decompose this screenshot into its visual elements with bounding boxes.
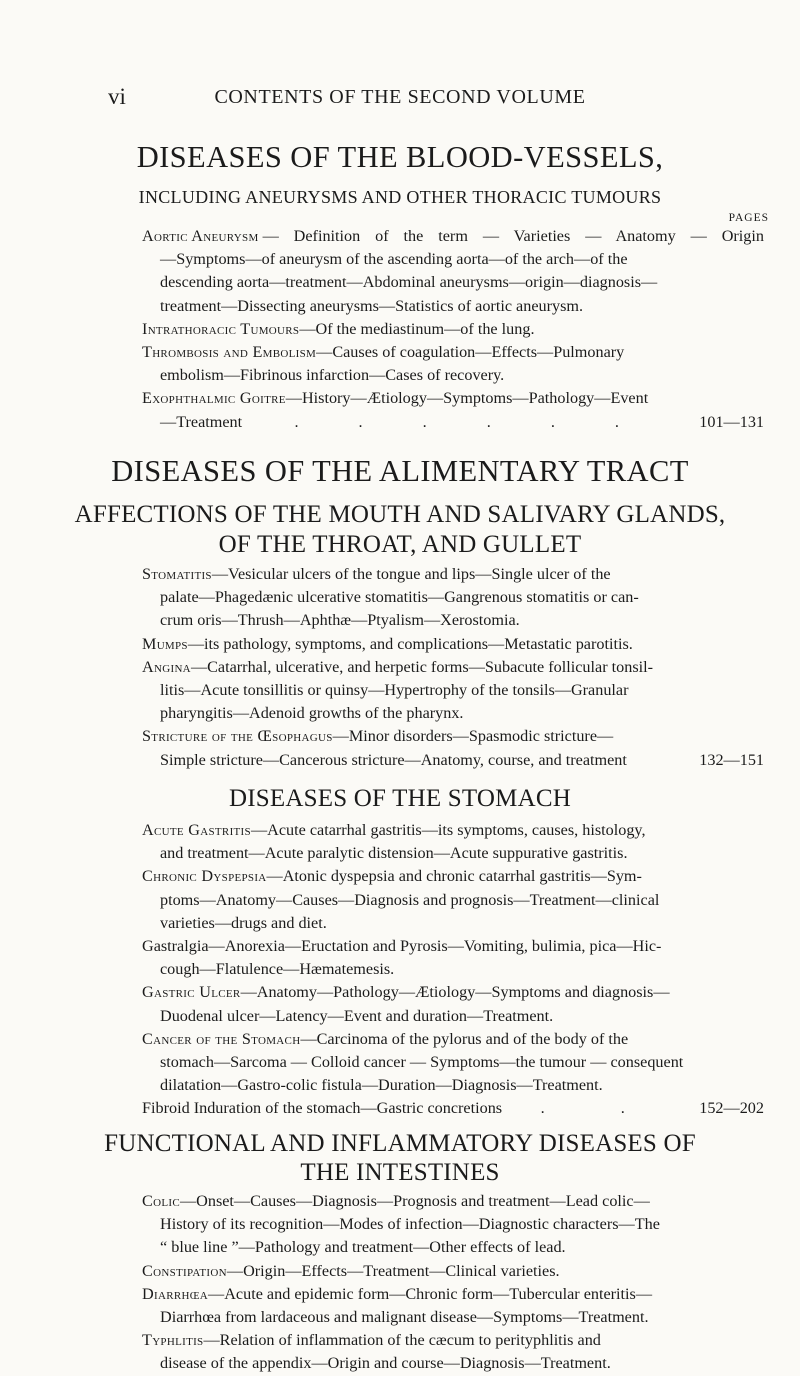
entry-line: descending aorta—treatment—Abdominal aneurysms—origin—diagnosis— bbox=[160, 273, 658, 292]
entry-term: Diarrhœa bbox=[142, 1284, 209, 1303]
entry-text: —Onset—Causes—Diagnosis—Prognosis and treatment—Lead colic— bbox=[179, 1192, 650, 1210]
entry-term: Cancer of the Stomach bbox=[142, 1029, 301, 1048]
entry-text: —Vesicular ulcers of the tongue and lips—Single ulcer of the bbox=[211, 565, 611, 583]
pages-column-label: PAGES bbox=[728, 212, 769, 224]
entry-text: — Definition of the term — Varieties — Anatomy — Origin bbox=[262, 227, 764, 245]
entry-term: Stricture of the Œsophagus bbox=[142, 727, 333, 746]
entry-term: Angina bbox=[142, 657, 191, 676]
entry-term: Stomatitis bbox=[142, 565, 212, 583]
entry-line: crum oris—Thrush—Aphthæ—Ptyalism—Xerostomia. bbox=[160, 611, 520, 630]
entry-line: pharyngitis—Adenoid growths of the pharynx. bbox=[160, 704, 464, 723]
entry-text: —Causes of coagulation—Effects—Pulmonary bbox=[316, 343, 625, 362]
page-number: vi bbox=[108, 84, 126, 109]
entry-line bbox=[142, 1329, 764, 1352]
entry-term: Gastric Ulcer bbox=[142, 983, 241, 1002]
page-range: 101—131 bbox=[699, 412, 764, 431]
entry-line bbox=[142, 656, 764, 679]
entry-term: Thrombosis and Embolism bbox=[142, 343, 317, 362]
entry-line: —Symptoms—of aneurysm of the ascending aorta—of the arch—of the bbox=[160, 250, 628, 269]
entry-line: litis—Acute tonsillitis or quinsy—Hypertrophy of the tonsils—Granular bbox=[160, 681, 629, 700]
entry-term: Acute Gastritis bbox=[142, 821, 251, 839]
entry-line bbox=[142, 1283, 764, 1306]
entry-line: Gastralgia—Anorexia—Eructation and Pyrosis—Vomiting, bulimia, pica—Hic- bbox=[142, 937, 662, 956]
section-title-alimentary: DISEASES OF THE ALIMENTARY TRACT bbox=[111, 454, 689, 488]
entry-line: ptoms—Anatomy—Causes—Diagnosis and prognosis—Treatment—clinical bbox=[160, 890, 660, 909]
intestines-entries bbox=[142, 1190, 764, 1376]
entry-term: Colic bbox=[142, 1192, 180, 1210]
entry-term: Exophthalmic Goitre bbox=[142, 389, 286, 408]
subsection-title-mouth-line2: OF THE THROAT, AND GULLET bbox=[218, 531, 582, 558]
entry-line: embolism—Fibrinous infarction—Cases of recovery. bbox=[160, 366, 505, 385]
entry-term: Intrathoracic Tumours bbox=[142, 319, 300, 338]
running-head bbox=[0, 84, 800, 114]
entry-line bbox=[142, 1190, 764, 1213]
section-title-blood-vessels: DISEASES OF THE BLOOD-VESSELS, bbox=[136, 140, 664, 174]
entry-text: —Atonic dyspepsia and chronic catarrhal gastritis—Sym- bbox=[266, 867, 642, 886]
subsection-title-mouth: AFFECTIONS OF THE MOUTH AND SALIVARY GLANDS, bbox=[74, 501, 726, 528]
entry-line: Duodenal ulcer—Latency—Event and duration—Treatment. bbox=[160, 1006, 554, 1025]
entry-line: disease of the appendix—Origin and course—Diagnosis—Treatment. bbox=[160, 1354, 611, 1373]
entry-text: —Carcinoma of the pylorus and of the body of the bbox=[300, 1029, 629, 1048]
entry-text: —Minor disorders—Spasmodic stricture— bbox=[332, 727, 614, 746]
entry-line: dilatation—Gastro-colic fistula—Duration—Diagnosis—Treatment. bbox=[160, 1076, 603, 1095]
entry-text: Fibroid Induration of the stomach—Gastric concretions bbox=[142, 1099, 503, 1118]
subsection-title-intestines-line2: THE INTESTINES bbox=[300, 1159, 500, 1186]
entry-text: —Acute and epidemic form—Chronic form—Tubercular enteritis— bbox=[208, 1284, 653, 1303]
blood-vessels-entries bbox=[142, 225, 764, 434]
entry-term: Aortic Aneurysm bbox=[142, 227, 259, 245]
entry-line bbox=[142, 633, 764, 656]
entry-term: Mumps bbox=[142, 634, 188, 653]
section-subtitle-thoracic: INCLUDING ANEURYSMS AND OTHER THORACIC TUMOURS bbox=[138, 187, 662, 207]
mouth-entries bbox=[142, 563, 764, 772]
subsection-title-stomach: DISEASES OF THE STOMACH bbox=[229, 785, 571, 812]
entry-line: cough—Flatulence—Hæmatemesis. bbox=[160, 960, 395, 979]
page-range: 132—151 bbox=[699, 750, 764, 769]
entry-text: —Of the mediastinum—of the lung. bbox=[299, 319, 535, 338]
entry-line bbox=[142, 1260, 764, 1283]
entry-text: —its pathology, symptoms, and complications—Metastatic parotitis. bbox=[187, 634, 633, 653]
entry-line bbox=[142, 387, 764, 410]
entry-line: and treatment—Acute paralytic distension—Acute suppurative gastritis. bbox=[160, 844, 628, 863]
leader-dots: . . bbox=[540, 1099, 661, 1118]
entry-line bbox=[142, 981, 764, 1004]
entry-text: —Catarrhal, ulcerative, and herpetic forms—Subacute follicular tonsil- bbox=[190, 657, 654, 676]
stomach-entries bbox=[142, 819, 764, 1121]
entry-line bbox=[142, 725, 764, 748]
entry-line: “ blue line ”—Pathology and treatment—Other effects of lead. bbox=[160, 1238, 566, 1257]
entry-line: treatment—Dissecting aneurysms—Statistics of aortic aneurysm. bbox=[160, 296, 584, 315]
entry-line bbox=[142, 749, 764, 772]
entry-term: Chronic Dyspepsia bbox=[142, 867, 267, 886]
entry-term: Typhlitis bbox=[142, 1331, 204, 1350]
entry-text: —Relation of inflammation of the cæcum to perityphlitis and bbox=[203, 1331, 601, 1350]
entry-line bbox=[142, 819, 764, 842]
entry-line bbox=[142, 225, 764, 248]
subsection-title-intestines: FUNCTIONAL AND INFLAMMATORY DISEASES OF bbox=[104, 1130, 696, 1157]
entry-text: —Acute catarrhal gastritis—its symptoms, causes, histology, bbox=[250, 821, 646, 839]
entry-text: —Anatomy—Pathology—Ætiology—Symptoms and diagnosis— bbox=[240, 983, 670, 1002]
entry-line bbox=[142, 865, 764, 888]
entry-line: History of its recognition—Modes of infection—Diagnostic characters—The bbox=[160, 1215, 660, 1234]
entry-line: Diarrhœa from lardaceous and malignant disease—Symptoms—Treatment. bbox=[160, 1308, 649, 1327]
entry-text: —Treatment bbox=[160, 412, 243, 431]
entry-text: —History—Ætiology—Symptoms—Pathology—Event bbox=[285, 389, 649, 408]
entry-line bbox=[142, 318, 764, 341]
page-range: 152—202 bbox=[699, 1099, 764, 1118]
entry-line bbox=[142, 563, 764, 586]
running-title: CONTENTS OF THE SECOND VOLUME bbox=[214, 86, 586, 108]
entry-line bbox=[142, 411, 764, 434]
entry-line: varieties—drugs and diet. bbox=[160, 913, 327, 932]
entry-line bbox=[142, 1028, 764, 1051]
entry-line bbox=[142, 341, 764, 364]
entry-line: stomach—Sarcoma — Colloid cancer — Symptoms—the tumour — consequent bbox=[160, 1053, 684, 1072]
entry-line bbox=[142, 1097, 764, 1120]
entry-text: Simple stricture—Cancerous stricture—Anatomy, course, and treatment bbox=[160, 750, 627, 769]
entry-line: palate—Phagedænic ulcerative stomatitis—Gangrenous stomatitis or can- bbox=[160, 588, 639, 607]
entry-text: —Origin—Effects—Treatment—Clinical varieties. bbox=[226, 1261, 560, 1280]
leader-dots: . . . . . . bbox=[294, 412, 647, 431]
entry-term: Constipation bbox=[142, 1261, 227, 1280]
